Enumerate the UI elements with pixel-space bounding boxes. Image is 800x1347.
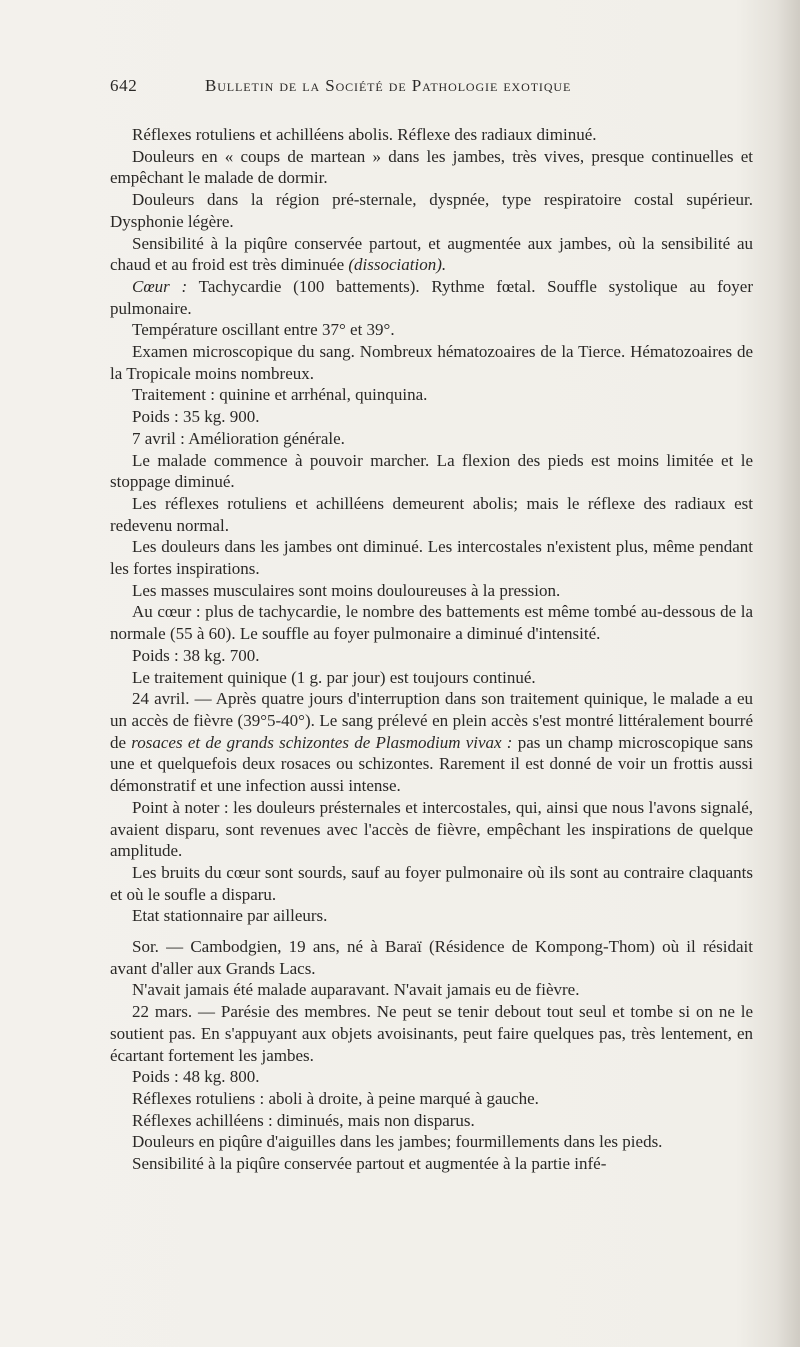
paragraph: 7 avril : Amélioration générale. <box>132 428 345 448</box>
paragraph-text: Sensibilité à la piqûre conservée partout, et augmentée aux jambes, où la sensibilité au chaud et au froid est très diminuée <box>110 233 753 275</box>
running-title: Bulletin de la Société de Pathologie exotique <box>205 76 572 95</box>
paragraph: Les réflexes rotuliens et achilléens demeurent abolis; mais le réflexe des radiaux est redevenu normal. <box>110 493 753 535</box>
paragraph <box>110 233 753 276</box>
paragraph: Poids : 48 kg. 800. <box>132 1067 260 1087</box>
paragraph: Les douleurs dans les jambes ont diminué. Les intercostales n'existent plus, même pendant les fortes inspirations. <box>110 537 753 579</box>
paragraph-text: Tachycardie (100 battements). Rythme fœtal. Souffle systolique au foyer pulmonaire. <box>110 276 753 318</box>
paragraph: Le traitement quinique (1 g. par jour) est toujours continué. <box>132 667 536 687</box>
paragraph: Poids : 38 kg. 700. <box>132 645 260 665</box>
paragraph: Le malade commence à pouvoir marcher. La flexion des pieds est moins limitée et le stoppage diminué. <box>110 450 753 492</box>
article-body <box>110 124 753 1175</box>
paragraph: Poids : 35 kg. 900. <box>132 407 260 427</box>
paragraph: N'avait jamais été malade auparavant. N'avait jamais eu de fièvre. <box>132 980 580 1000</box>
page-number: 642 <box>110 76 138 95</box>
paragraph: Douleurs dans la région pré-sternale, dyspnée, type respiratoire costal supérieur. Dysphonie légère. <box>110 190 753 231</box>
paragraph: Température oscillant entre 37° et 39°. <box>132 320 395 340</box>
case-paragraph: Sor. — Cambodgien, 19 ans, né à Baraï (Résidence de Kompong-Thom) où il résidait avant d'aller aux Grands Lacs. <box>110 937 753 978</box>
paragraph: Réflexes achilléens : diminués, mais non disparus. <box>132 1110 475 1130</box>
paragraph: Douleurs en « coups de martean » dans les jambes, très vives, presque continuelles et empêchant le malade de dormir. <box>110 146 753 188</box>
paragraph: Sensibilité à la piqûre conservée partout et augmentée à la partie infé- <box>132 1154 607 1174</box>
paragraph: 22 mars. — Parésie des membres. Ne peut se tenir debout tout seul et tombe si on ne le soutient pas. En s'appuyant aux objets avoisinants, peut faire quelques pas, très lentement, en écartant fortement les jambes. <box>110 1002 753 1065</box>
paragraph: Les masses musculaires sont moins douloureuses à la pression. <box>132 580 561 600</box>
paragraph-text: 24 avril. — Après quatre jours d'interruption dans son traitement quinique, le malade a eu un accès de fièvre (39°5-40°). Le sang prélevé en plein accès s'est montré littéralement bourré de <box>110 689 753 752</box>
paragraph: Traitement : quinine et arrhénal, quinquina. <box>132 385 428 405</box>
paragraph <box>110 688 753 797</box>
italic-term: (dissociation). <box>348 255 447 275</box>
paragraph: Examen microscopique du sang. Nombreux hématozoaires de la Tierce. Hématozoaires de la Tropicale moins nombreux. <box>110 342 753 383</box>
paragraph: Etat stationnaire par ailleurs. <box>132 906 328 926</box>
paragraph: Point à noter : les douleurs présternales et intercostales, qui, ainsi que nous l'avons signalé, avaient disparu, sont revenues avec l'accès de fièvre, empêchant les inspirations de quelque amplitude. <box>110 797 753 861</box>
italic-term: rosaces et de grands schizontes de Plasmodium vivax : <box>131 732 513 752</box>
paragraph: Les bruits du cœur sont sourds, sauf au foyer pulmonaire où ils sont au contraire claquants et où le soufle a disparu. <box>110 862 753 904</box>
paragraph: Réflexes rotuliens et achilléens abolis. Réflexe des radiaux diminué. <box>132 125 597 144</box>
italic-term: Cœur : <box>132 276 188 296</box>
paragraph-text: pas un champ microscopique sans une et quelquefois deux rosaces ou schizontes. Rarement il est donné de voir un frottis aussi démonstratif et une infection aussi intense. <box>110 732 753 796</box>
paragraph <box>110 276 753 319</box>
paragraph: Au cœur : plus de tachycardie, le nombre des battements est même tombé au-dessous de la normale (55 à 60). Le souffle au foyer pulmonaire a diminué d'intensité. <box>110 602 753 644</box>
paragraph: Réflexes rotuliens : aboli à droite, à peine marqué à gauche. <box>132 1088 539 1108</box>
paragraph: Douleurs en piqûre d'aiguilles dans les jambes; fourmillements dans les pieds. <box>132 1132 663 1152</box>
